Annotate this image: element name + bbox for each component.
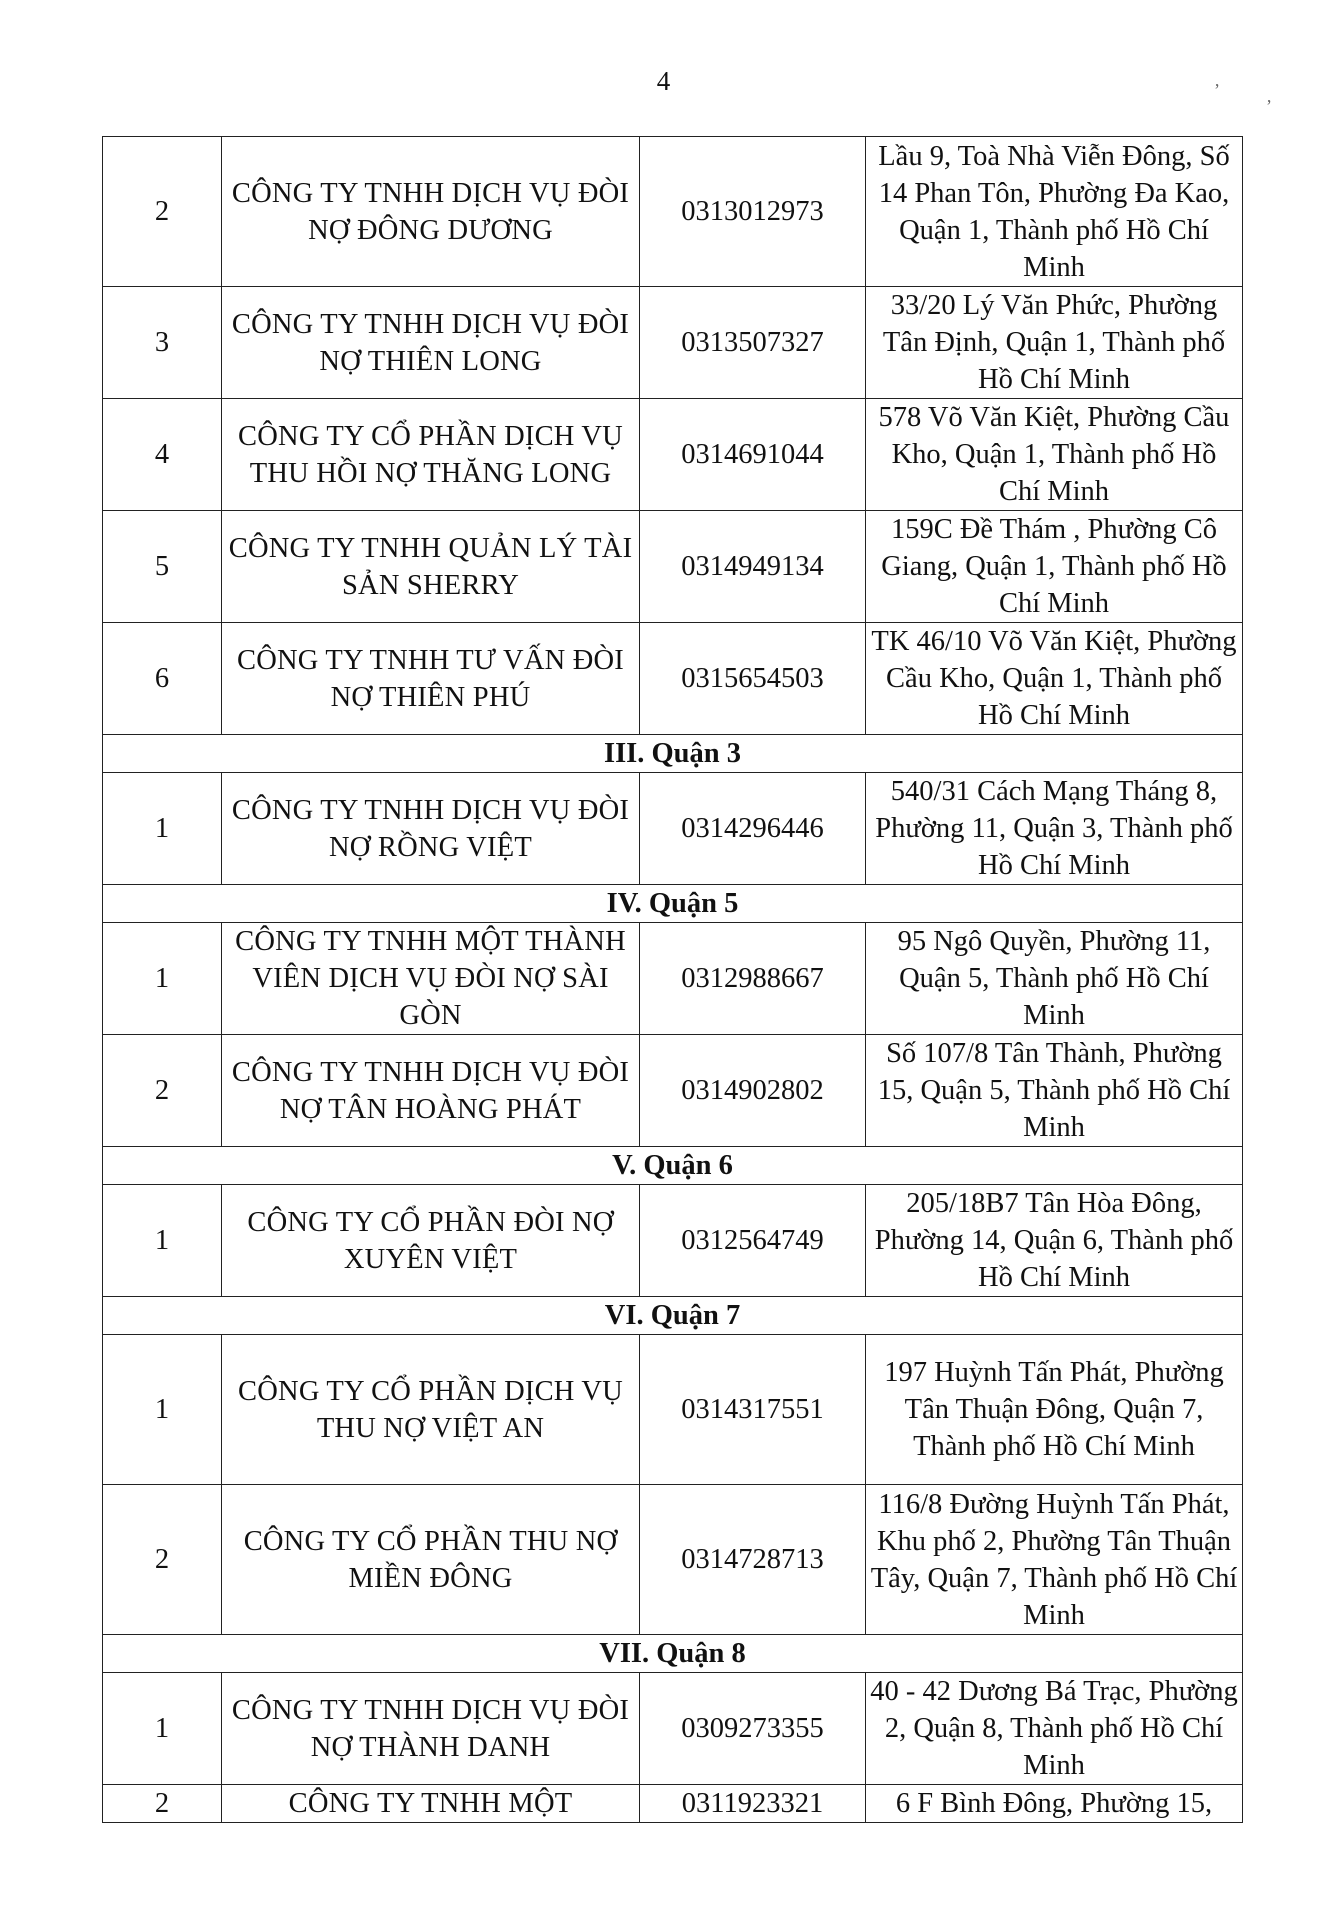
tax-code: 0314317551 [640,1335,866,1485]
tax-code: 0313012973 [640,137,866,287]
company-name: CÔNG TY TNHH TƯ VẤN ĐÒI NỢ THIÊN PHÚ [222,623,640,735]
company-address: 40 - 42 Dương Bá Trạc, Phường 2, Quận 8, Thành phố Hồ Chí Minh [866,1673,1243,1785]
tax-code: 0309273355 [640,1673,866,1785]
section-heading: III. Quận 3 [103,735,1243,773]
tax-code: 0314902802 [640,1035,866,1147]
company-name: CÔNG TY CỔ PHẦN ĐÒI NỢ XUYÊN VIỆT [222,1185,640,1297]
company-name: CÔNG TY TNHH DỊCH VỤ ĐÒI NỢ TÂN HOÀNG PHÁT [222,1035,640,1147]
company-name: CÔNG TY CỔ PHẦN THU NỢ MIỀN ĐÔNG [222,1485,640,1635]
row-number: 1 [103,1185,222,1297]
section-heading-row [103,1297,1243,1335]
row-number: 1 [103,1673,222,1785]
section-heading-row [103,1147,1243,1185]
table-row [103,1673,1243,1785]
row-number: 2 [103,1035,222,1147]
tax-code: 0311923321 [640,1785,866,1823]
section-heading-row [103,885,1243,923]
section-heading: IV. Quận 5 [103,885,1243,923]
section-heading-row [103,1635,1243,1673]
table-row [103,773,1243,885]
company-address: 116/8 Đường Huỳnh Tấn Phát, Khu phố 2, Phường Tân Thuận Tây, Quận 7, Thành phố Hồ Chí Minh [866,1485,1243,1635]
row-number: 1 [103,1335,222,1485]
row-number: 1 [103,923,222,1035]
table-row [103,1035,1243,1147]
scan-mark: ’ [1214,80,1220,100]
tax-code: 0314691044 [640,399,866,511]
scan-mark: ʼ [1266,96,1272,116]
section-heading-row [103,735,1243,773]
table-row [103,287,1243,399]
company-name: CÔNG TY CỔ PHẦN DỊCH VỤ THU NỢ VIỆT AN [222,1335,640,1485]
table-row [103,137,1243,287]
company-name: CÔNG TY TNHH QUẢN LÝ TÀI SẢN SHERRY [222,511,640,623]
company-name: CÔNG TY CỔ PHẦN DỊCH VỤ THU HỒI NỢ THĂNG LONG [222,399,640,511]
row-number: 3 [103,287,222,399]
table-row [103,399,1243,511]
company-address: 159C Đề Thám , Phường Cô Giang, Quận 1, Thành phố Hồ Chí Minh [866,511,1243,623]
company-name: CÔNG TY TNHH DỊCH VỤ ĐÒI NỢ RỒNG VIỆT [222,773,640,885]
company-address: 197 Huỳnh Tấn Phát, Phường Tân Thuận Đông, Quận 7, Thành phố Hồ Chí Minh [866,1335,1243,1485]
page-number: 4 [656,66,671,96]
company-name: CÔNG TY TNHH DỊCH VỤ ĐÒI NỢ THIÊN LONG [222,287,640,399]
row-number: 1 [103,773,222,885]
table-row [103,1485,1243,1635]
tax-code: 0314728713 [640,1485,866,1635]
row-number: 6 [103,623,222,735]
company-address: 6 F Bình Đông, Phường 15, [866,1785,1243,1823]
row-number: 5 [103,511,222,623]
section-heading: VI. Quận 7 [103,1297,1243,1335]
table-row [103,1185,1243,1297]
row-number: 2 [103,1785,222,1823]
tax-code: 0314296446 [640,773,866,885]
company-name: CÔNG TY TNHH DỊCH VỤ ĐÒI NỢ ĐÔNG DƯƠNG [222,137,640,287]
section-heading: VII. Quận 8 [103,1635,1243,1673]
company-address: 578 Võ Văn Kiệt, Phường Cầu Kho, Quận 1, Thành phố Hồ Chí Minh [866,399,1243,511]
table-row [103,1335,1243,1485]
company-address: Số 107/8 Tân Thành, Phường 15, Quận 5, Thành phố Hồ Chí Minh [866,1035,1243,1147]
tax-code: 0312564749 [640,1185,866,1297]
tax-code: 0314949134 [640,511,866,623]
company-address: TK 46/10 Võ Văn Kiệt, Phường Cầu Kho, Quận 1, Thành phố Hồ Chí Minh [866,623,1243,735]
company-address: 205/18B7 Tân Hòa Đông, Phường 14, Quận 6, Thành phố Hồ Chí Minh [866,1185,1243,1297]
tax-code: 0313507327 [640,287,866,399]
table-row [103,511,1243,623]
table-row [103,923,1243,1035]
company-registry-table [102,136,1243,1823]
company-address: Lầu 9, Toà Nhà Viễn Đông, Số 14 Phan Tôn, Phường Đa Kao, Quận 1, Thành phố Hồ Chí Minh [866,137,1243,287]
row-number: 2 [103,1485,222,1635]
company-address: 33/20 Lý Văn Phức, Phường Tân Định, Quận 1, Thành phố Hồ Chí Minh [866,287,1243,399]
company-address: 540/31 Cách Mạng Tháng 8, Phường 11, Quận 3, Thành phố Hồ Chí Minh [866,773,1243,885]
tax-code: 0312988667 [640,923,866,1035]
tax-code: 0315654503 [640,623,866,735]
section-heading: V. Quận 6 [103,1147,1243,1185]
company-address: 95 Ngô Quyền, Phường 11, Quận 5, Thành phố Hồ Chí Minh [866,923,1243,1035]
company-name: CÔNG TY TNHH MỘT THÀNH VIÊN DỊCH VỤ ĐÒI NỢ SÀI GÒN [222,923,640,1035]
company-name: CÔNG TY TNHH MỘT [222,1785,640,1823]
company-name: CÔNG TY TNHH DỊCH VỤ ĐÒI NỢ THÀNH DANH [222,1673,640,1785]
table-row [103,1785,1243,1823]
row-number: 2 [103,137,222,287]
table-row [103,623,1243,735]
row-number: 4 [103,399,222,511]
